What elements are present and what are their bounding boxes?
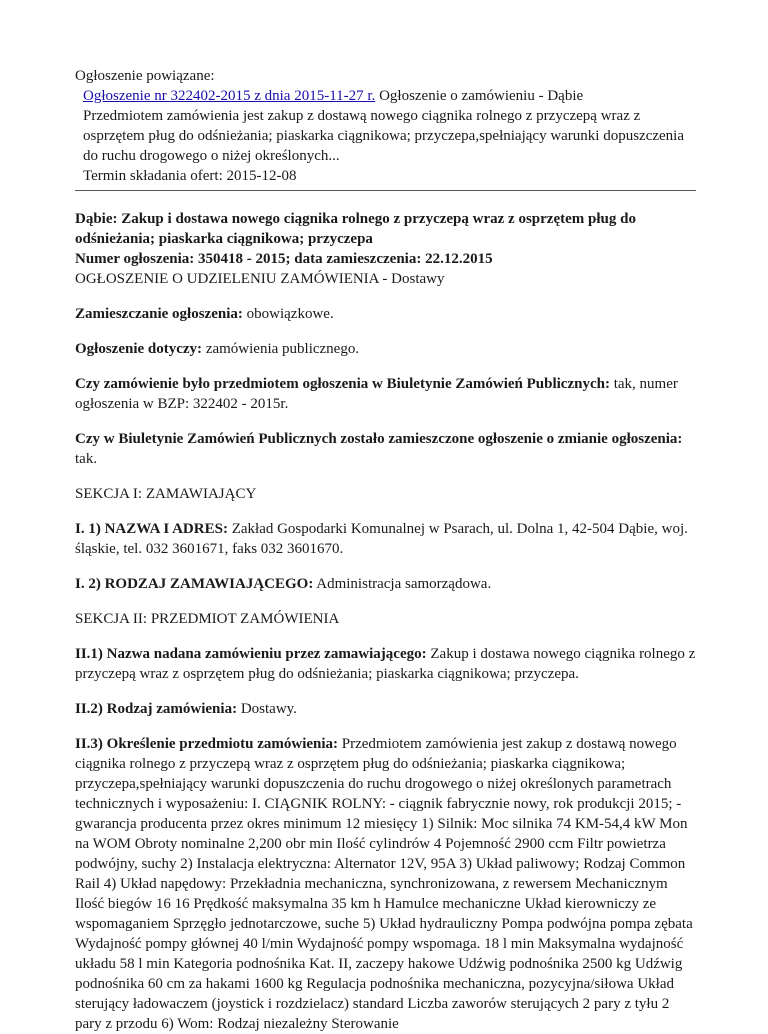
field-value: obowiązkowe. [242, 306, 334, 322]
item-value: Dostawy. [237, 701, 297, 717]
section-1-name-address [75, 519, 696, 559]
field-concerns [75, 339, 696, 359]
related-notice-link[interactable]: Ogłoszenie nr 322402-2015 z dnia 2015-11-27 r. [83, 88, 376, 104]
section-1-contracting-type [75, 574, 696, 594]
field-label: Ogłoszenie dotyczy: [75, 341, 203, 357]
related-details [83, 86, 696, 186]
field-value: tak, numer ogłoszenia w BZP: 322402 - 2015r. [75, 376, 678, 412]
section-2-order-type [75, 699, 696, 719]
item-value: Zakład Gospodarki Komunalnej w Psarach, ul. Dolna 1, 42-504 Dąbie, woj. śląskie, tel. 032 3601671, faks 032 3601670. [75, 521, 688, 557]
notice-title-block [75, 209, 696, 289]
notice-number: Numer ogłoszenia: 350418 - 2015; data zamieszczenia: 22.12.2015 [75, 251, 493, 267]
related-deadline: Termin składania ofert: 2015-12-08 [83, 168, 297, 184]
field-bzp-change [75, 429, 696, 469]
related-link-suffix: Ogłoszenie o zamówieniu - Dąbie [375, 88, 584, 104]
field-label: Czy w Biuletynie Zamówień Publicznych zostało zamieszczone ogłoszenie o zmianie ogłoszenia: [75, 431, 683, 447]
item-label: I. 1) NAZWA I ADRES: [75, 521, 228, 537]
related-link-line [83, 86, 696, 106]
notice-heading: Dąbie: Zakup i dostawa nowego ciągnika rolnego z przyczepą wraz z osprzętem pług do odśnieżania; piaskarka ciągnikowa; przyczepa [75, 211, 636, 247]
divider [75, 190, 696, 191]
item-label: II.2) Rodzaj zamówienia: [75, 701, 238, 717]
item-value: Przedmiotem zamówienia jest zakup z dostawą nowego ciągnika rolnego z przyczepą wraz z osprzętem pług do odśnieżania; piaskarka ciągnikowa; przyczepa,spełniający warunki dopuszczenia do ruchu drogowego o niżej określonych parametrach technicznych i wyposażeniu: I. CIĄGNIK ROLNY: - ciągnik fabrycznie nowy, rok produkcji 2015; - gwarancja producenta przez okres minimum 12 miesięcy 1) Silnik: Moc silnika 74 KM-54,4 kW Mon na WOM Obroty nominalne 2,200 obr min Ilość cylindrów 4 Pojemność 2900 ccm Filtr powietrza podwójny, suchy 2) Instalacja elektryczna: Alternator 12V, 95A 3) Układ paliwowy; Rodzaj Common Rail 4) Układ napędowy: Przekładnia mechaniczna, synchronizowana, z rewersem Mechanicznym Ilość biegów 16 16 Prędkość maksymalna 35 km h Hamulce mechaniczne Układ kierowniczy ze wspomaganiem Sprzęgło jednotarczowe, suche 5) Układ hydrauliczny Pompa podwójna pompa zębata Wydajność pompy głównej 40 l/min Wydajność pompy wspomaga. 18 l min Maksymalna wydajność układu 58 l min Kategoria podnośnika Kat. II, zaczepy hakowe Udźwig podnośnika 2500 kg Udźwig podnośnika 60 cm za hakami 1600 kg Regulacja podnośnika mechaniczna, pozycyjna/siłowa Układ sterujący ładowaczem (joystick i rozdzielacz) standard Liczba zaworów sterujących 2 pary z tyłu 2 pary z przodu 6) Wom: Rodzaj niezależny Sterowanie [75, 736, 693, 1032]
section-1-heading: SEKCJA I: ZAMAWIAJĄCY [75, 486, 257, 502]
item-label: I. 2) RODZAJ ZAMAWIAJĄCEGO: [75, 576, 314, 592]
item-label: II.3) Określenie przedmiotu zamówienia: [75, 736, 339, 752]
section-2-order-description [75, 734, 696, 1034]
related-description: Przedmiotem zamówienia jest zakup z dostawą nowego ciągnika rolnego z przyczepą wraz z osprzętem pług do odśnieżania; piaskarka ciągnikowa; przyczepa,spełniający warunki dopuszczenia do ruchu drogowego o niżej określonych... [83, 108, 685, 164]
section-2-heading: SEKCJA II: PRZEDMIOT ZAMÓWIENIA [75, 611, 340, 627]
section-2-order-name [75, 644, 696, 684]
field-value: tak. [75, 451, 98, 467]
item-value: Zakup i dostawa nowego ciągnika rolnego z przyczepą wraz z osprzętem pług do odśnieżania; piaskarka ciągnikowa; przyczepa. [75, 646, 696, 682]
field-value: zamówienia publicznego. [202, 341, 360, 357]
field-publication [75, 304, 696, 324]
related-notice [75, 66, 696, 186]
related-header: Ogłoszenie powiązane: [75, 68, 215, 84]
item-value: Administracja samorządowa. [313, 576, 492, 592]
notice-type: OGŁOSZENIE O UDZIELENIU ZAMÓWIENIA - Dostawy [75, 271, 445, 287]
field-label: Czy zamówienie było przedmiotem ogłoszenia w Biuletynie Zamówień Publicznych: [75, 376, 610, 392]
field-bzp-notice [75, 374, 696, 414]
item-label: II.1) Nazwa nadana zamówieniu przez zamawiającego: [75, 646, 427, 662]
field-label: Zamieszczanie ogłoszenia: [75, 306, 243, 322]
